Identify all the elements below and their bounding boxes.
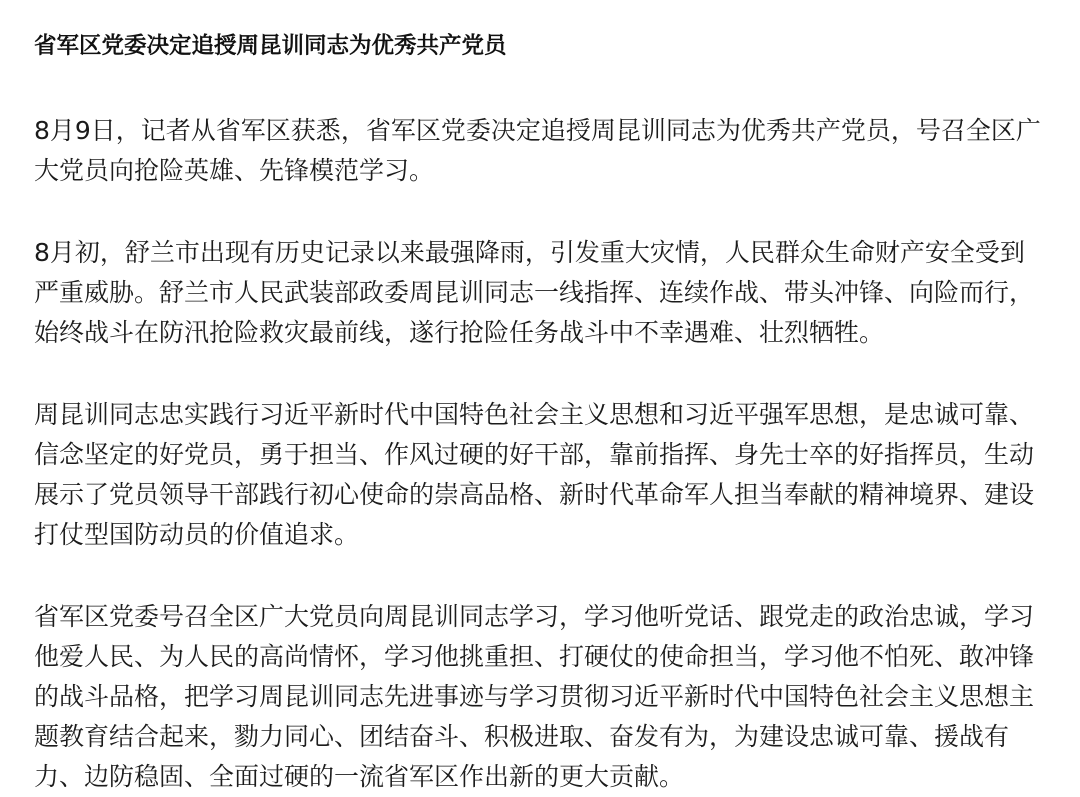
- article-paragraph: 8月初，舒兰市出现有历史记录以来最强降雨，引发重大灾情，人民群众生命财产安全受到严重威胁。舒兰市人民武装部政委周昆训同志一线指挥、连续作战、带头冲锋、向险而行，始终战斗在防汛抢险救灾最前线，遂行抢险任务战斗中不幸遇难、壮烈牺牲。: [34, 238, 1035, 347]
- article-paragraph: 省军区党委号召全区广大党员向周昆训同志学习，学习他听党话、跟党走的政治忠诚，学习他爱人民、为人民的高尚情怀，学习他挑重担、打硬仗的使命担当，学习他不怕死、敢冲锋的战斗品格，把学习周昆训同志先进事迹与学习贯彻习近平新时代中国特色社会主义思想主题教育结合起来，勠力同心、团结奋斗、积极进取、奋发有为，为建设忠诚可靠、援战有力、边防稳固、全面过硬的一流省军区作出新的更大贡献。: [34, 602, 1035, 791]
- article-paragraph: 8月9日，记者从省军区获悉，省军区党委决定追授周昆训同志为优秀共产党员，号召全区广大党员向抢险英雄、先锋模范学习。: [34, 116, 1041, 185]
- article-title: 省军区党委决定追授周昆训同志为优秀共产党员: [34, 33, 507, 59]
- article-paragraph: 周昆训同志忠实践行习近平新时代中国特色社会主义思想和习近平强军思想，是忠诚可靠、信念坚定的好党员，勇于担当、作风过硬的好干部，靠前指挥、身先士卒的好指挥员，生动展示了党员领导干部践行初心使命的崇高品格、新时代革命军人担当奉献的精神境界、建设打仗型国防动员的价值追求。: [34, 400, 1035, 549]
